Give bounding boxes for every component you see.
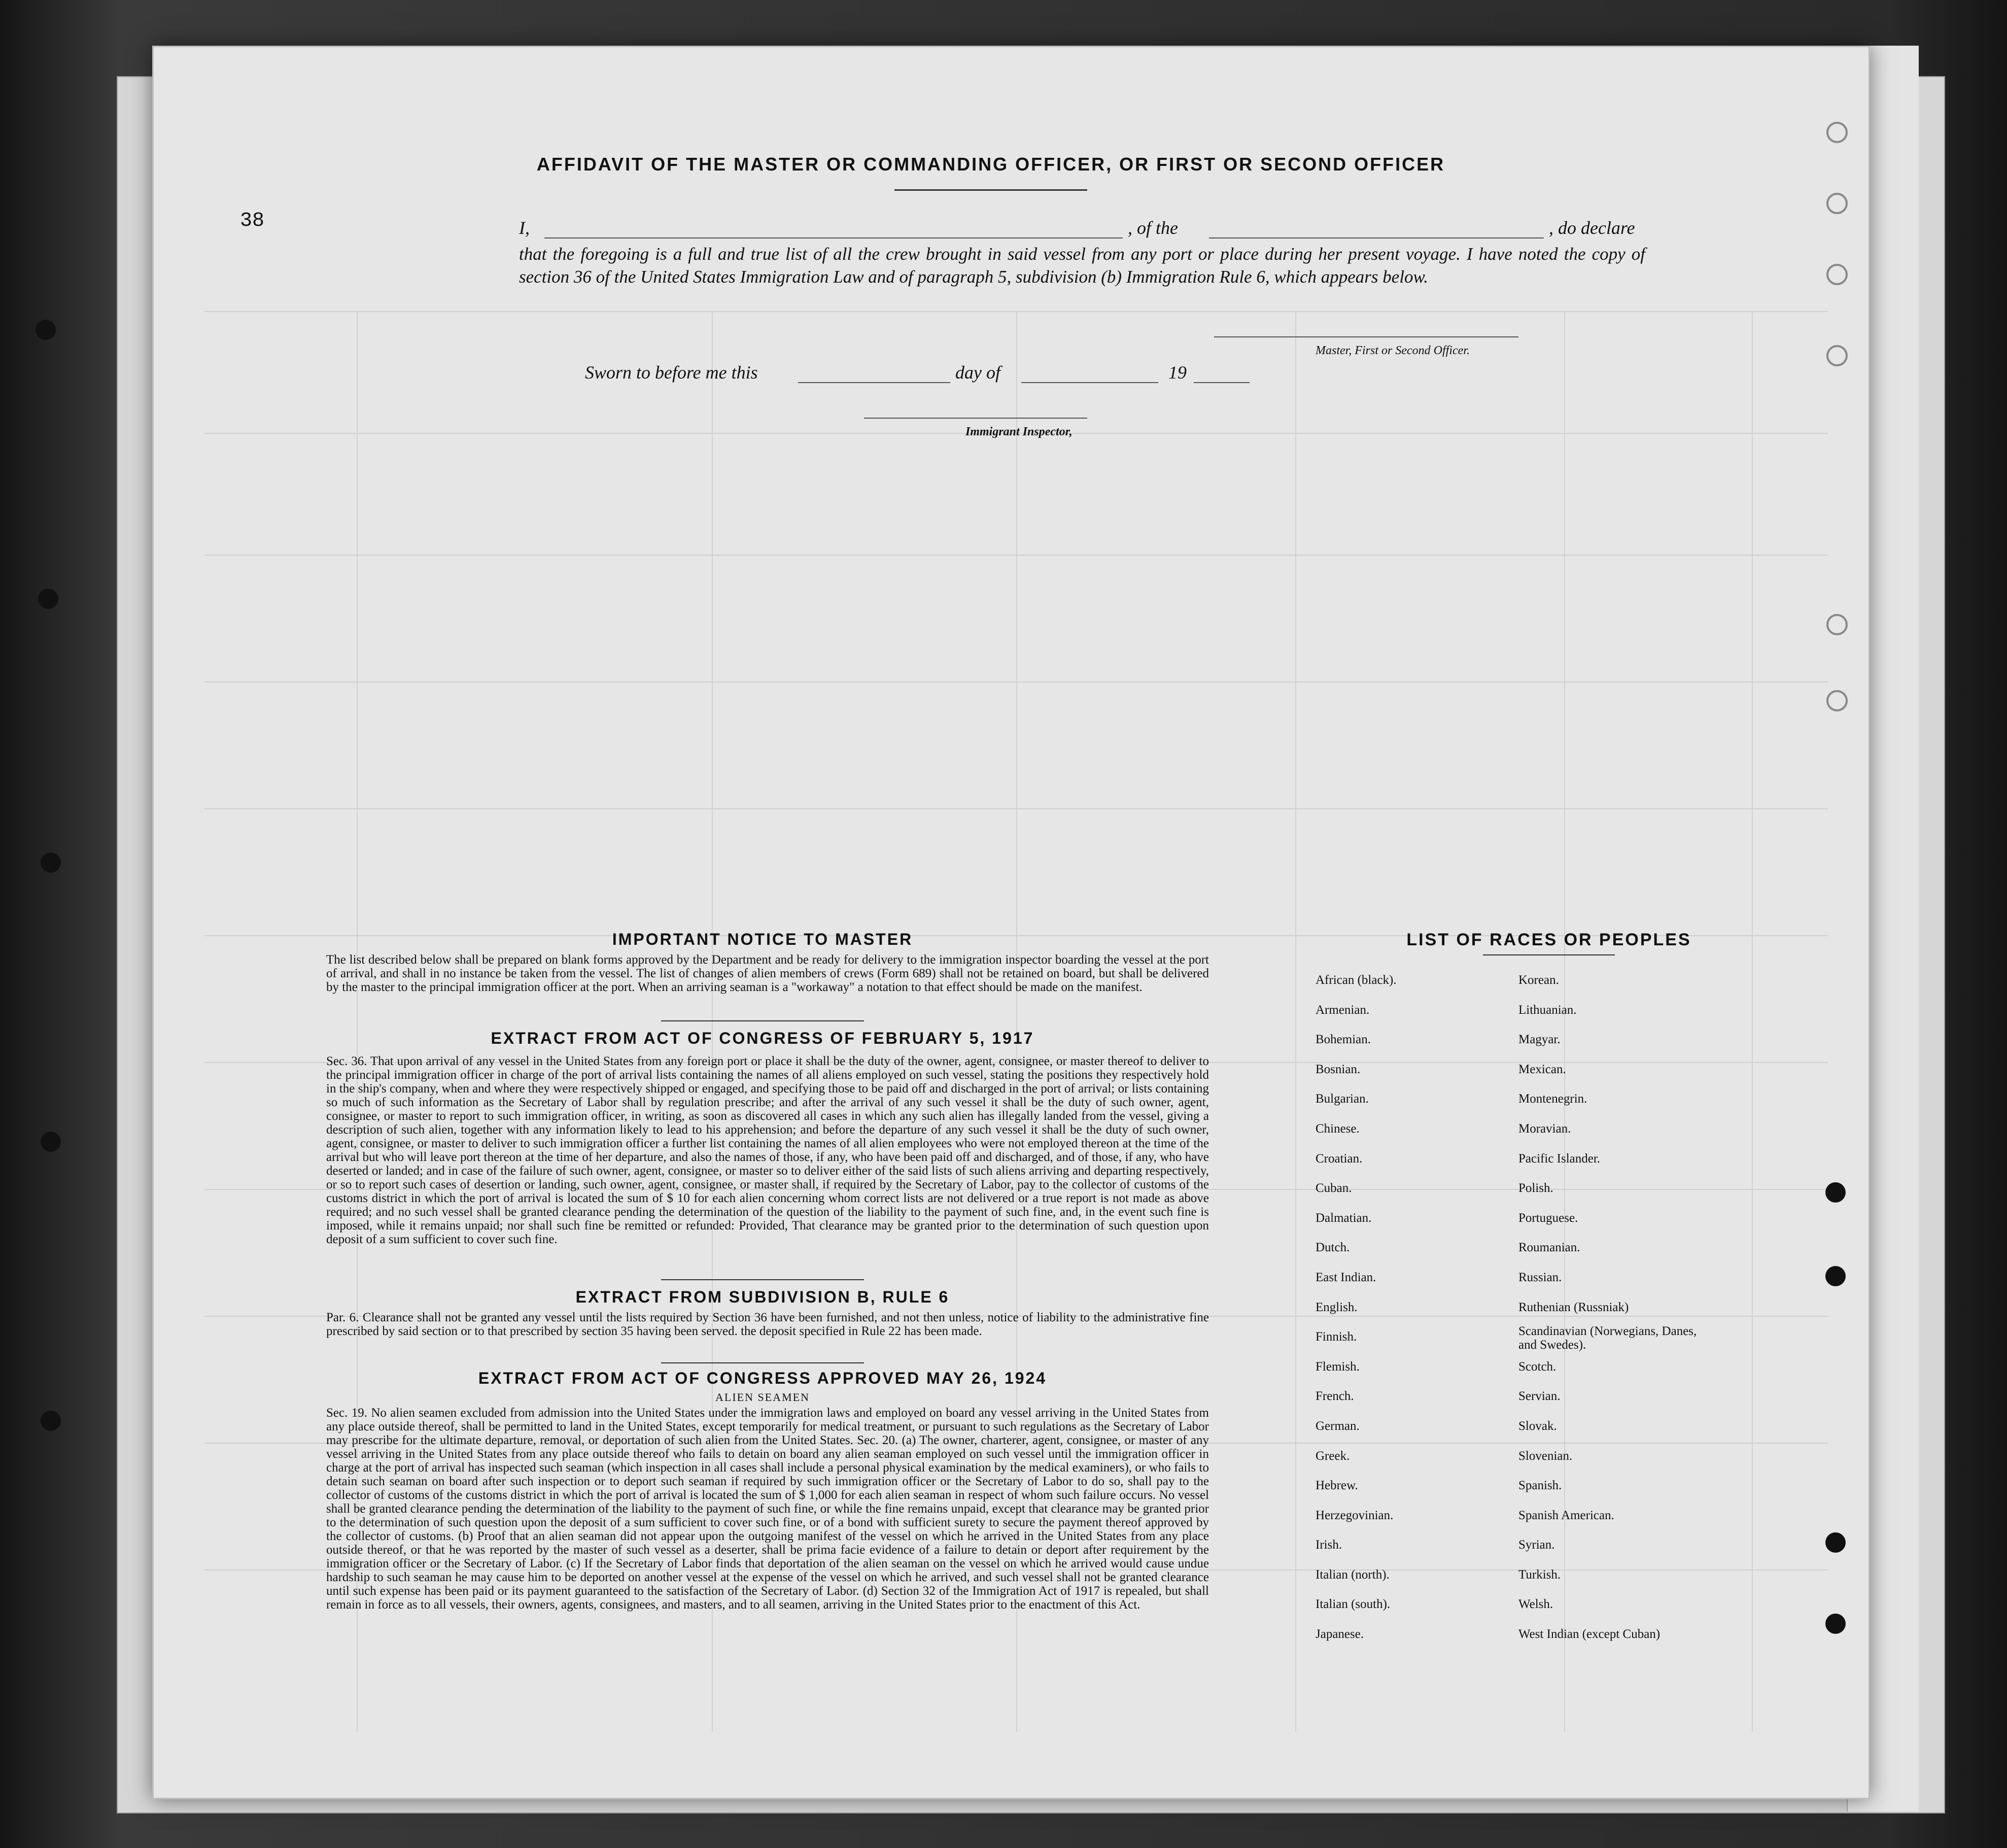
extract-1917-title: EXTRACT FROM ACT OF CONGRESS OF FEBRUARY 5, 1917	[491, 1029, 1034, 1047]
master-caption: Master, First or Second Officer.	[1316, 344, 1470, 357]
divider	[661, 1279, 864, 1280]
race-item: Pacific Islander.	[1518, 1151, 1601, 1166]
race-item: Armenian.	[1316, 1003, 1370, 1017]
race-item: Moravian.	[1518, 1121, 1571, 1136]
race-item: Cuban.	[1316, 1181, 1352, 1195]
race-item: Roumanian.	[1518, 1241, 1580, 1255]
affidavit-paragraph: that the foregoing is a full and true list of all the crew brought in said vessel from any port or place during her present voyage. I have noted the copy of section 36 of the United States Immigration Law and of paragraph 5, subdivision (b) Immigration Rule 6, which appears below.	[519, 244, 1645, 287]
sworn-day-line	[798, 382, 950, 383]
race-item: Dalmatian.	[1316, 1211, 1372, 1225]
binder-hole	[41, 1132, 61, 1152]
binder-hole	[41, 1411, 61, 1431]
subdiv-b-text: Par. 6. Clearance shall not be granted any vessel until the lists required by Section 36 have been furnished, and not then unless, notice of liability to the administrative fine prescribed by said section or to that prescribed by section 35 having been served. the deposit specified in Rule 22 has been made.	[326, 1311, 1209, 1338]
race-item: German.	[1316, 1419, 1360, 1433]
race-item: Herzegovinian.	[1316, 1508, 1394, 1522]
punch-hole	[1825, 1614, 1846, 1634]
races-underline	[1483, 954, 1615, 955]
race-item: Greek.	[1316, 1449, 1350, 1463]
race-item: Portuguese.	[1518, 1211, 1578, 1225]
binder-hole	[38, 589, 58, 609]
punch-ring	[1826, 122, 1848, 143]
affidavit-of-the: , of the	[1128, 218, 1178, 238]
races-left-column	[1316, 966, 1397, 1650]
race-item: Slovak.	[1518, 1419, 1557, 1433]
race-item: Russian.	[1518, 1270, 1562, 1284]
extract-1924-title: EXTRACT FROM ACT OF CONGRESS APPROVED MAY 26, 1924	[478, 1369, 1047, 1387]
race-item: Welsh.	[1518, 1597, 1553, 1612]
punch-hole	[1825, 1532, 1846, 1553]
race-item: African (black).	[1316, 973, 1397, 987]
sheet-number: 38	[240, 210, 265, 232]
races-right-column	[1518, 966, 1701, 1650]
race-item: Servian.	[1518, 1389, 1561, 1404]
year-line	[1194, 382, 1250, 383]
race-item: Finnish.	[1316, 1330, 1357, 1344]
race-item: Polish.	[1518, 1181, 1553, 1195]
race-item: Bosnian.	[1316, 1062, 1361, 1076]
race-item: Croatian.	[1316, 1151, 1363, 1166]
subdiv-b-title: EXTRACT FROM SUBDIVISION B, RULE 6	[575, 1288, 950, 1306]
inspector-caption: Immigrant Inspector,	[965, 425, 1072, 438]
race-item: Hebrew.	[1316, 1479, 1358, 1493]
race-item: Lithuanian.	[1518, 1003, 1577, 1017]
race-item: Italian (south).	[1316, 1597, 1391, 1612]
name-line	[544, 237, 1123, 238]
punch-hole	[1825, 1182, 1846, 1203]
divider	[661, 1362, 864, 1363]
punch-hole	[1825, 1266, 1846, 1286]
race-item: English.	[1316, 1300, 1358, 1314]
punch-ring	[1826, 345, 1848, 366]
race-item: Mexican.	[1518, 1062, 1566, 1076]
punch-ring	[1826, 264, 1848, 285]
race-item: Dutch.	[1316, 1241, 1350, 1255]
master-signature-line	[1214, 336, 1518, 337]
punch-ring	[1826, 690, 1848, 711]
extract-1924-text: Sec. 19. No alien seamen excluded from admission into the United States under the immigration laws and employed on board any vessel arriving in the United States from any place outside thereof, shall be permitted to land in the United States, except temporarily for medical treatment, or pursuant to such regulations as the Secretary of Labor may prescribe for the ultimate departure, removal, or deportation of such alien from the United States. Sec. 20. (a) The owner, charterer, agent, consignee, or master of any vessel arriving in the United States from any place outside thereof who fails to detain on board any alien seaman employed on such vessel until the immigration officer in charge at the port of arrival has inspected such seaman (which inspection in all cases shall include a personal physical examination by the medical examiners), or who fails to detain such seaman on board after such inspection or to deport such seaman if required by such immigration officer or the Secretary of Labor to do so, shall pay to the collector of customs of the customs district in which the port of arrival is located the sum of $ 1,000 for each alien seaman in respect of whom such failure occurs. No vessel shall be granted clearance pending the determination of the liability to the payment of such fine, or while the fine remains unpaid, except that clearance may be granted prior to the determination of such question upon the deposit of a sum sufficient to cover such fine, or of a bond with sufficient surety to secure the payment thereof approved by the collector of customs. (b) Proof that an alien seaman did not appear upon the outgoing manifest of the vessel on which he arrived in the United States from any place outside thereof, or that he was reported by the master of such vessel as a deserter, shall be prima facie evidence of a failure to detain or deport after requirement by the immigration officer or the Secretary of Labor. (c) If the Secretary of Labor finds that deportation of the alien seaman on the vessel on which he arrived would cause undue hardship to such seaman he may cause him to be deported on another vessel at the expense of the vessel on which he arrived, and such vessel shall not be granted clearance until such expense has been paid or its payment guaranteed to the satisfaction of the Secretary of Labor. (d) Section 32 of the Immigration Act of 1917 is repealed, but shall remain in force as to all vessels, their owners, agents, consignees, and masters, and to all seamen, arriving in the United States prior to the enactment of this Act.	[326, 1406, 1209, 1612]
affidavit-i: I,	[519, 218, 530, 238]
race-item: East Indian.	[1316, 1270, 1376, 1284]
race-item: Spanish American.	[1518, 1508, 1614, 1522]
race-item: Italian (north).	[1316, 1567, 1390, 1582]
affidavit-declare: , do declare	[1549, 218, 1635, 238]
race-item: Spanish.	[1518, 1479, 1562, 1493]
binder-hole	[36, 320, 56, 340]
race-item: Chinese.	[1316, 1121, 1360, 1136]
race-item: Japanese.	[1316, 1627, 1364, 1641]
race-item: Irish.	[1316, 1538, 1342, 1552]
race-item: Slovenian.	[1518, 1449, 1573, 1463]
affidavit-title: AFFIDAVIT OF THE MASTER OR COMMANDING OFFICER, OR FIRST OR SECOND OFFICER	[536, 154, 1445, 175]
race-item: French.	[1316, 1389, 1354, 1404]
races-title: LIST OF RACES OR PEOPLES	[1406, 930, 1691, 949]
extract-1924-subtitle: ALIEN SEAMEN	[715, 1391, 810, 1404]
punch-ring	[1826, 193, 1848, 214]
race-item: Scotch.	[1518, 1359, 1556, 1374]
race-item: Turkish.	[1518, 1567, 1561, 1582]
punch-ring	[1826, 614, 1848, 635]
day-of-label: day of	[955, 362, 1000, 383]
divider	[661, 1020, 864, 1021]
race-item: Bohemian.	[1316, 1033, 1371, 1047]
binder-hole	[41, 852, 61, 873]
race-item: Montenegrin.	[1518, 1092, 1587, 1106]
race-item: Ruthenian (Russniak)	[1518, 1300, 1629, 1314]
notice-text: The list described below shall be prepared on blank forms approved by the Department and be ready for delivery to the immigration inspector boarding the vessel at the port of arrival, and shall in no instance be taken from the vessel. The list of changes of alien members of crews (Form 689) shall not be retained on board, but shall be delivered by the master to the principal immigration officer at the port. When an arriving seaman is a "workaway" a notation to that effect should be made on the manifest.	[326, 953, 1209, 994]
sworn-month-line	[1021, 382, 1158, 383]
race-item: Flemish.	[1316, 1359, 1360, 1374]
vessel-line	[1209, 237, 1544, 238]
sworn-label: Sworn to before me this	[585, 362, 758, 383]
race-item: Magyar.	[1518, 1033, 1561, 1047]
manifest-page	[152, 46, 1870, 1799]
race-item: Scandinavian (Norwegians, Danes, and Swedes).	[1518, 1324, 1697, 1352]
race-item: Syrian.	[1518, 1538, 1555, 1552]
title-underline	[894, 189, 1087, 191]
year-label: 19	[1168, 362, 1187, 383]
race-item: Bulgarian.	[1316, 1092, 1369, 1106]
race-item: Korean.	[1518, 973, 1559, 987]
race-item: West Indian (except Cuban)	[1518, 1627, 1660, 1641]
extract-1917-text: Sec. 36. That upon arrival of any vessel in the United States from any foreign port or place it shall be the duty of the owner, agent, consignee, or master thereof to deliver to the principal immigration officer in charge of the port of arrival lists containing the names of all aliens employed on such vessel, stating the positions they respectively hold in the ship's company, when and where they were respectively shipped or engaged, and specifying those to be paid off and discharged in the port of arrival; or lists containing so much of such information as the Secretary of Labor shall by regulation prescribe; and after the arrival of any such vessel it shall be the duty of such owner, agent, consignee, or master to report to such immigration officer, in writing, as soon as discovered all cases in which any such alien has illegally landed from the vessel, giving a description of such alien, together with any information likely to lead to his apprehension; and before the departure of any such vessel it shall be the duty of such owner, agent, consignee, or master to deliver to such immigration officer a further list containing the names of all alien employees who were not employed thereon at the time of the arrival but who will leave port thereon at the time of her departure, and also the names of those, if any, who have been paid off and discharged, and of those, if any, who have deserted or landed; and in case of the failure of such owner, agent, consignee, or master so to deliver either of the said lists of such aliens arriving and departing respectively, or so to report such cases of desertion or landing, such owner, agent, consignee, or master shall, if required by the Secretary of Labor, pay to the collector of customs of the customs district in which the port of arrival is located the sum of $ 10 for each alien concerning whom correct lists are not delivered or a true report is not made as above required; and no such vessel shall be granted clearance pending the determination of the question of the liability to the payment of such fine, and, in the event such fine is imposed, while it remains unpaid; nor shall such fine be remitted or refunded: Provided, That clearance may be granted prior to the determination of such question upon deposit of a sum sufficient to cover such fine.	[326, 1054, 1209, 1246]
notice-title: IMPORTANT NOTICE TO MASTER	[612, 930, 913, 948]
inspector-line	[864, 418, 1087, 419]
